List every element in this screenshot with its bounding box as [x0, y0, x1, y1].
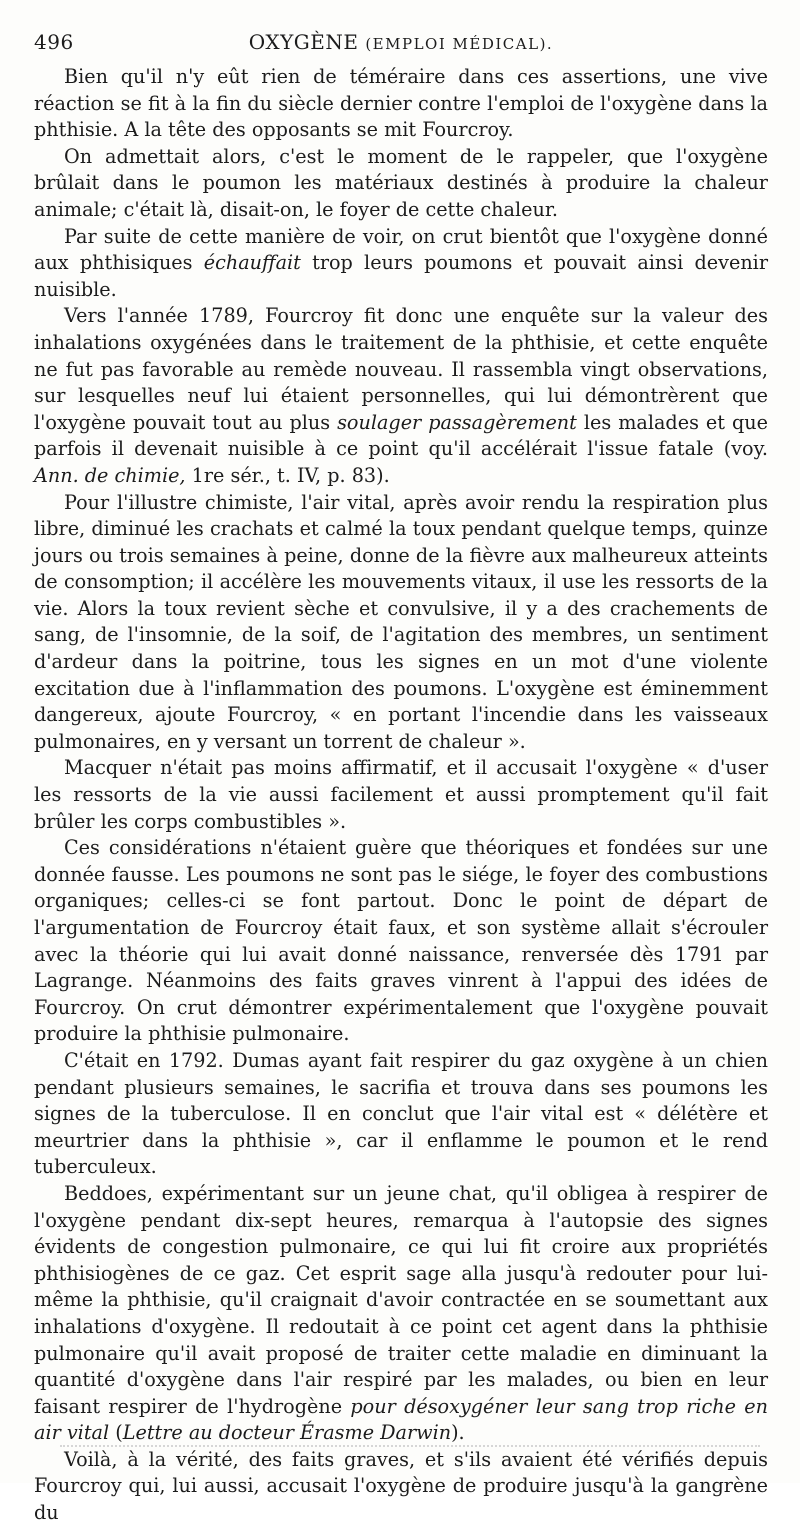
- italic-text: Ann. de chimie,: [34, 463, 186, 487]
- paragraph: [34, 303, 768, 489]
- paragraph: [34, 1181, 768, 1447]
- text-run: ).: [451, 1421, 465, 1445]
- text-run: (: [109, 1421, 123, 1445]
- paragraph: [34, 755, 768, 835]
- paragraph: [34, 835, 768, 1048]
- text-run: 1re sér., t. IV, p. 83).: [185, 463, 390, 487]
- paragraph: [34, 64, 768, 144]
- italic-text: soulager passagèrement: [337, 410, 577, 434]
- running-head-subtitle: (EMPLOI MÉDICAL).: [365, 35, 554, 53]
- paragraph: [34, 1048, 768, 1181]
- text-run: Beddoes, expérimentant sur un jeune chat, qu'il obligea à respirer de l'oxygène pendant dix-sept heures, remarqua à l'autopsie des signes évidents de congestion pulmonaire, ce qui lui fit croire aux propriétés phthisiogènes de ce gaz. Cet esprit sage alla jusqu'à redouter pour lui-même la phthisie, qu'il craignait d'avoir contractée en se soumettant aux inhalations d'oxygène. Il redoutait à ce point cet agent dans la phthisie pulmonaire qu'il avait proposé de traiter cette maladie en diminuant la quantité d'oxygène dans l'air respiré par les malades, ou bien en leur faisant respirer de l'hydrogène: [34, 1181, 768, 1418]
- running-head: [34, 30, 768, 54]
- text-run: les malades et que parfois il devenait nuisible à ce point qu'il accélérait l'issue fatale (voy.: [34, 410, 768, 461]
- paragraph: [34, 224, 768, 304]
- page-number: 496: [34, 30, 74, 54]
- text-run: Voilà, à la vérité, des faits graves, et s'ils avaient été vérifiés depuis Fourcroy qui, lui aussi, accusait l'oxygène de produire jusqu'à la gangrène du: [34, 1447, 768, 1525]
- text-run: C'était en 1792. Dumas ayant fait respirer du gaz oxygène à un chien pendant plusieurs semaines, le sacrifia et trouva dans ses poumons les signes de la tuberculose. Il en conclut que l'air vital est « délétère et meurtrier dans la phthisie », car il enflamme le poumon et le rend tuberculeux.: [34, 1048, 768, 1179]
- paragraph: [34, 144, 768, 224]
- italic-text: pour désoxygéner leur sang trop riche en air vital: [34, 1394, 768, 1445]
- bleed-through-line: [60, 1445, 760, 1453]
- text-run: Bien qu'il n'y eût rien de téméraire dans ces assertions, une vive réaction se fit à la fin du siècle dernier contre l'emploi de l'oxygène dans la phthisie. A la tête des opposants se mit Fourcroy.: [34, 65, 768, 142]
- running-head-title: OXYGÈNE: [248, 30, 359, 54]
- italic-text: Lettre au docteur Érasme Darwin: [122, 1421, 452, 1445]
- text-run: On admettait alors, c'est le moment de le rappeler, que l'oxygène brûlait dans le poumon les matériaux destinés à produire la chaleur animale; c'était là, disait-on, le foyer de cette chaleur.: [34, 144, 768, 221]
- italic-text: échauffait: [203, 251, 301, 275]
- page-header: [34, 28, 768, 60]
- text-run: trop leurs poumons et pouvait ainsi devenir nuisible.: [34, 251, 768, 301]
- text-run: Pour l'illustre chimiste, l'air vital, après avoir rendu la respiration plus libre, diminué les crachats et calmé la toux pendant quelque temps, quinze jours ou trois semaines à peine, donne de la fièvre aux malheureux atteints de consomption; il accélère les mouvements vitaux, il use les ressorts de la vie. Alors la toux revient sèche et convulsive, il y a des crachements de sang, de l'insomnie, de la soif, de l'agitation des membres, un sentiment d'ardeur dans la poitrine, tous les signes en un mot d'une violente excitation due à l'inflammation des poumons. L'oxygène est éminemment dangereux, ajoute Fourcroy, « en portant l'incendie dans les vaisseaux pulmonaires, en y versant un torrent de chaleur ».: [34, 490, 768, 753]
- text-run: Ces considérations n'étaient guère que théoriques et fondées sur une donnée fausse. Les poumons ne sont pas le siége, le foyer des combustions organiques; celles-ci se font partout. Donc le point de départ de l'argumentation de Fourcroy était faux, et son système allait s'écrouler avec la théorie qui lui avait donné naissance, renversée dès 1791 par Lagrange. Néanmoins des faits graves vinrent à l'appui des idées de Fourcroy. On crut démontrer expérimentalement que l'oxygène pouvait produire la phthisie pulmonaire.: [34, 836, 768, 1046]
- body-text: [34, 64, 768, 1527]
- text-run: Par suite de cette manière de voir, on crut bientôt que l'oxygène donné aux phthisiques: [34, 224, 768, 275]
- text-run: Macquer n'était pas moins affirmatif, et il accusait l'oxygène « d'user les ressorts de la vie aussi facilement et aussi promptement qu'il fait brûler les corps combustibles ».: [34, 756, 768, 833]
- paragraph: [34, 490, 768, 756]
- text-run: Vers l'année 1789, Fourcroy fit donc une enquête sur la valeur des inhalations oxygénées dans le traitement de la phthisie, et cette enquête ne fut pas favorable au remède nouveau. Il rassembla vingt observations, sur lesquelles neuf lui étaient personnelles, qui lui démontrèrent que l'oxygène pouvait tout au plus: [34, 304, 768, 434]
- paragraph: [34, 1447, 768, 1527]
